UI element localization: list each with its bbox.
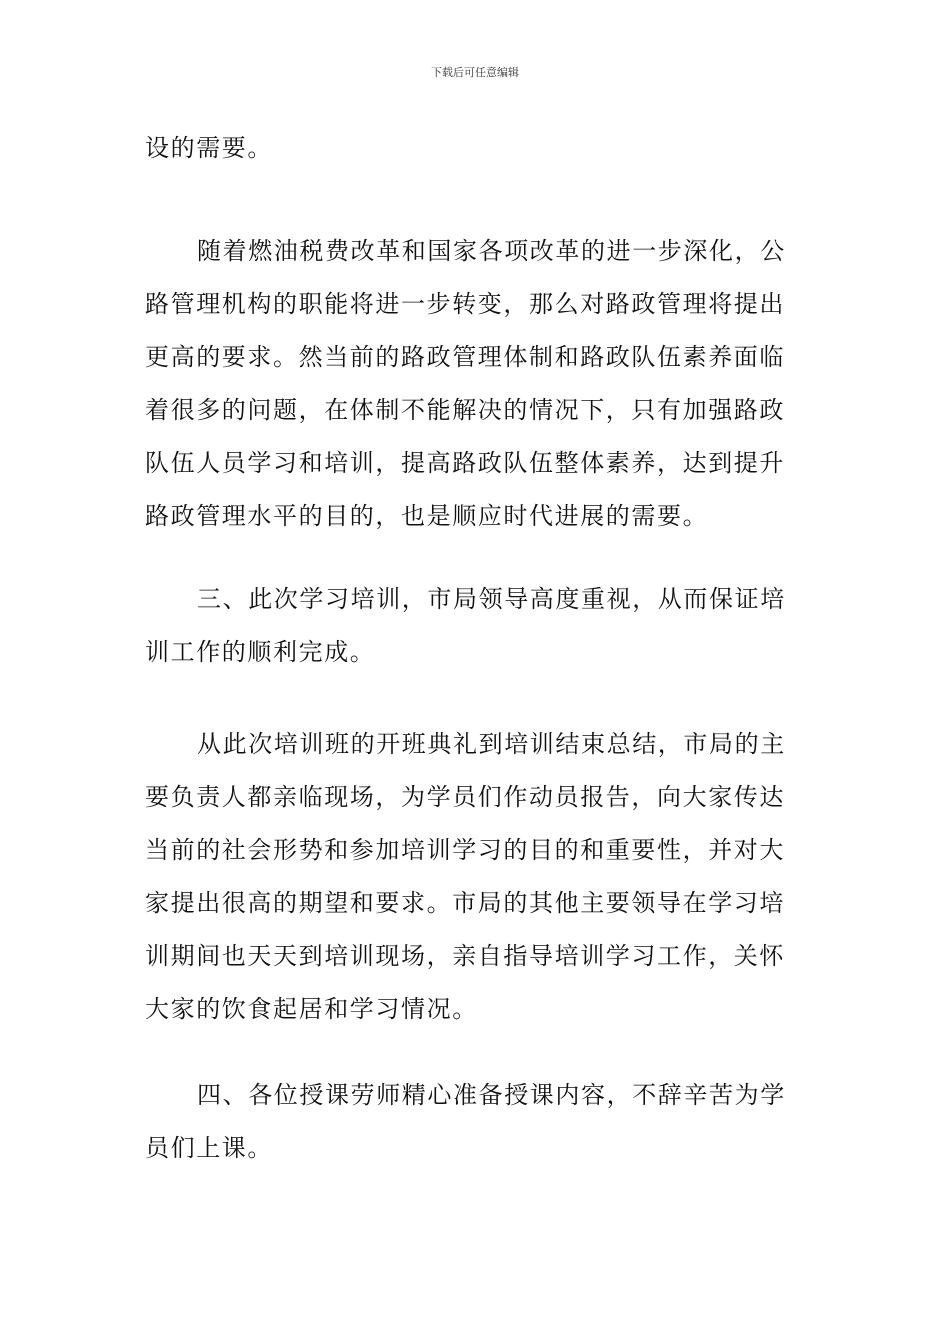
paragraph-line: 着很多的问题，在体制不能解决的情况下，只有加强路政 (145, 396, 785, 424)
paragraph-line: 训工作的顺利完成。 (145, 638, 376, 666)
paragraph-line: 队伍人员学习和培训，提高路政队伍整体素养，达到提升 (145, 449, 785, 477)
paragraph-line: 当前的社会形势和参加培训学习的目的和重要性，并对大 (145, 836, 785, 864)
paragraph-line: 要负责人都亲临现场，为学员们作动员报告，向大家传达 (145, 783, 785, 811)
paragraph-line: 大家的饮食起居和学习情况。 (145, 995, 478, 1023)
paragraph-line: 三、此次学习培训，市局领导高度重视，从而保证培 (197, 585, 786, 613)
paragraph-line: 员们上课。 (145, 1134, 273, 1162)
paragraph-line: 家提出很高的期望和要求。市局的其他主要领导在学习培 (145, 889, 785, 917)
paragraph-2 (145, 225, 810, 543)
paragraph-1 (145, 122, 810, 175)
paragraph-line: 随着燃油税费改革和国家各项改革的进一步深化，公 (197, 237, 786, 265)
paragraph-line: 更高的要求。然当前的路政管理体制和路政队伍素养面临 (145, 343, 785, 371)
paragraph-line: 路管理机构的职能将进一步转变，那么对路政管理将提出 (145, 290, 785, 318)
paragraph-line: 从此次培训班的开班典礼到培训结束总结，市局的主 (197, 730, 786, 758)
paragraph-3 (145, 573, 810, 679)
paragraph-line: 训期间也天天到培训现场，亲自指导培训学习工作，关怀 (145, 942, 785, 970)
paragraph-line: 四、各位授课劳师精心准备授课内容，不辞辛苦为学 (197, 1081, 786, 1109)
paragraph-5 (145, 1069, 810, 1175)
page-header: 下载后可任意编辑 (431, 66, 519, 79)
paragraph-line: 路政管理水平的目的，也是顺应时代进展的需要。 (145, 502, 709, 530)
paragraph-4 (145, 718, 810, 1036)
paragraph-line: 设的需要。 (145, 134, 273, 162)
